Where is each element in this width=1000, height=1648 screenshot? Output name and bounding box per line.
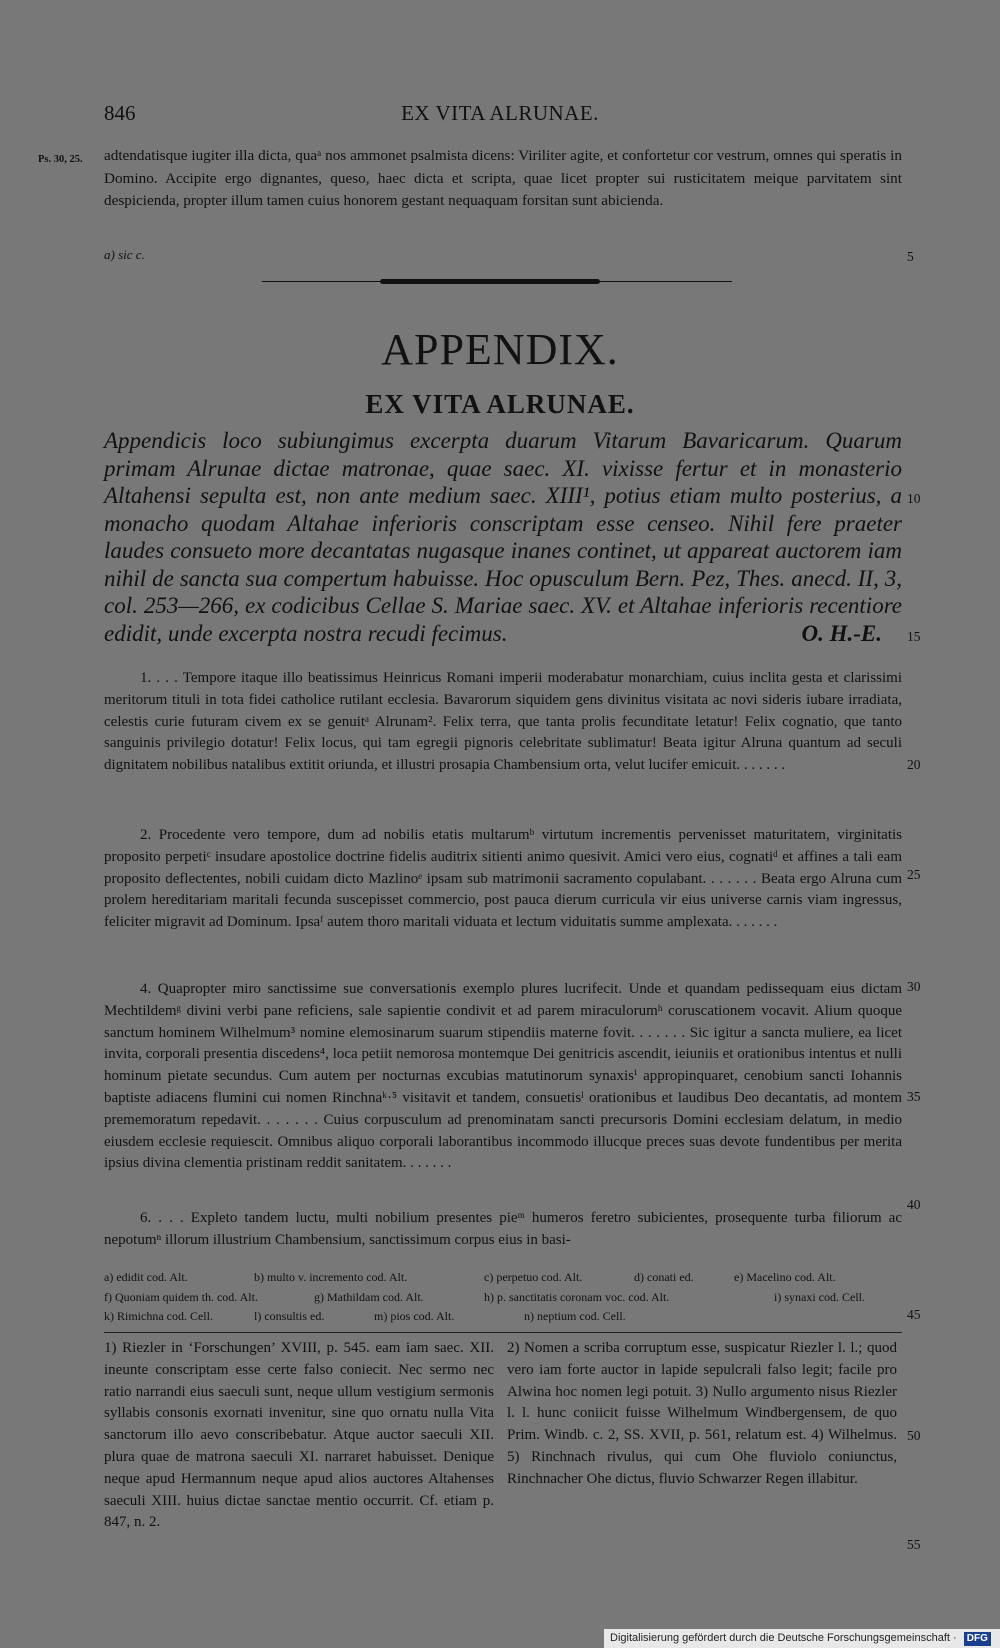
line-number-30: 30: [907, 979, 921, 994]
credit-text: Digitalisierung gefördert durch die Deutsche Forschungsgemeinschaft ·: [610, 1632, 957, 1644]
line-number-10: 10: [907, 491, 921, 506]
appendix-title: APPENDIX.: [381, 325, 619, 374]
paragraph-1: 1. . . . Tempore itaque illo beatissimus Heinricus Romani imperii moderabatur monarchiam, cuius inclita gesta et clarissimi meritorum tituli in tota fidei catholice rutilant ecclesia. Bavarorum siquidem gens divinitus visitata ac novi sideris iubare irradiata, celestis curie futuram civem ex se genuitᵃ Alrunam². Felix terra, que tanta prolis fecunditate letatur! Felix cognatio, que tanto sanguinis privilegio dotatur! Felix locus, qui tam egregii pignoris celebritate sublimatur! Beata igitur Alruna quantum ad seculi dignitatem nobilibus natalibus extitit oriunda, et illustri prosapia Chambensium orta, velut lucifer emicuit. . . . . . .: [104, 670, 902, 774]
critical-note: l) consultis ed.: [254, 1309, 325, 1323]
critical-apparatus: [104, 1268, 904, 1327]
page-number: 846: [104, 101, 136, 125]
line-number-45: 45: [907, 1307, 921, 1322]
appendix-intro: [104, 427, 902, 647]
paragraph-6: 6. . . . Expleto tandem luctu, multi nobilium presentes pieᵐ humeros feretro subicientes, prosequente turba filiorum ac nepotumⁿ illorum illustrium Chambensium, sanctissimum corpus eius in basi-: [104, 1210, 902, 1248]
line-number-15: 15: [907, 629, 921, 644]
critical-notes-row: [104, 1288, 904, 1308]
editor-signature: O. H.-E.: [801, 620, 882, 646]
page-header: [0, 101, 1000, 131]
critical-note: a) edidit cod. Alt.: [104, 1270, 188, 1284]
appendix-subtitle: EX VITA ALRUNAE.: [365, 389, 635, 419]
paragraph-4: 4. Quapropter miro sanctissime sue conversationis exemplo plures lucrifecit. Unde et quandam pedissequam eius dictam Mechtildemᵍ divini verbi pane reficiens, sale sapientie condivit et ad parem miraculorumʰ coruscationem vocavit. Alium quoque sanctum hominem Wilhelmum³ nomine elemosinarum suarum stipendiis materne fovit. . . . . . . Sic igitur a sancta muliere, ea licet invita, corporali presentia discedens⁴, loca petiit nemorosa montemque Dei genitricis ascendit, ieiuniis et orationibus intentus et nulli hominum pietate secundus. Cum autem per nocturnas excubias matutinorum synaxisⁱ appropinquaret, cenobium sancti Iohannis baptiste adiacens flumini cui nomen Rinchnaᵏ·⁵ visitavit et tandem, consuetisˡ orationibus et laudibus Deo decantatis, ad montem prememoratum repedavit. . . . . . . Cuius corpusculum ad prenominatam sancti precursoris Domini ecclesiam delatum, in medio eiusdem ecclesie requiescit. Omnibus aliquo corporali laborantibus incommodo illucque preces suas devote fundentibus per merita ipsius divina clementia pristinam reddit sanitatem. . . . . . .: [104, 981, 902, 1172]
footnotes-left-column: 1) Riezler in ‘Forschungen’ XVIII, p. 545. eam iam saec. XII. ineunte conscriptam esse certe falso coniecit. Nec sermo nec ratio narrandi eius saeculi sunt, neque ullum vestigium sermonis syllabis consonis exornati invenitur, sine quo ornatu nulla Vita sanctorum illo aevo conscribebatur. Atque auctor saeculi XII. plura quae de matrona saeculi XI. narraret habuisset. Denique neque apud Hermannum neque apud alios auctores Altahenses saeculi XIII. huius dictae sanctae mentio occurrit. Cf. etiam p. 847, n. 2.: [104, 1340, 494, 1531]
line-number-5: 5: [907, 249, 914, 264]
critical-notes-row: [104, 1307, 904, 1327]
dfg-logo: DFG: [964, 1632, 991, 1646]
line-number-20: 20: [907, 757, 921, 772]
top-prose: adtendatisque iugiter illa dicta, quaᵃ nos ammonet psalmista dicens: Viriliter agite, et confortetur cor vestrum, omnes qui speratis in Domino. Accipite ergo dignantes, queso, haec dicta et scripta, quae licet propter sui rusticitatem meique parvitatem sint despicienda, propter illum tamen cuius honorem gestant nequaquam forsitan sunt abicienda.: [104, 147, 902, 209]
critical-note: b) multo v. incremento cod. Alt.: [254, 1270, 408, 1284]
critical-note: f) Quoniam quidem th. cod. Alt.: [104, 1289, 258, 1304]
critical-note: m) pios cod. Alt.: [374, 1309, 455, 1323]
running-head: EX VITA ALRUNAE.: [401, 101, 599, 125]
critical-note: i) synaxi cod. Cell.: [774, 1289, 865, 1304]
critical-notes-row: [104, 1268, 904, 1288]
critical-note: c) perpetuo cod. Alt.: [484, 1270, 583, 1284]
top-footnote: a) sic c.: [104, 247, 145, 262]
line-number-40: 40: [907, 1197, 921, 1212]
critical-note: g) Mathildam cod. Alt.: [314, 1289, 424, 1304]
line-number-55: 55: [907, 1537, 921, 1552]
line-number-50: 50: [907, 1428, 921, 1443]
critical-note: k) Rimichna cod. Cell.: [104, 1309, 213, 1323]
critical-note: h) p. sanctitatis coronam voc. cod. Alt.: [484, 1289, 670, 1304]
critical-note: n) neptium cod. Cell.: [524, 1309, 626, 1323]
footnotes-right-column: 2) Nomen a scriba corruptum esse, suspicatur Riezler l. l.; quod vero iam forte auctor in lapide sepulcrali falso legit; facile pro Alwina hoc nomen legi potuit. 3) Nullo argumento nisus Riezler l. l. hunc coniicit fuisse Wilhelmum Windbergensem, de quo Prim. Windb. c. 2, SS. XVII, p. 561, relatum est. 4) Wilhelmus. 5) Rinchnach rivulus, qui cum Ohe fluviolo coniunctus, Rinchnacher Ohe dictus, fluvio Schwarzer Regen illabitur.: [507, 1340, 897, 1487]
critical-note: d) conati ed.: [634, 1270, 694, 1284]
footnote-rule: [104, 1332, 902, 1333]
line-number-35: 35: [907, 1089, 921, 1104]
digitization-credit: [604, 1629, 1000, 1648]
intro-text: Appendicis loco subiungimus excerpta duarum Vitarum Bavaricarum. Quarum primam Alrunae dictae matronae, quae saec. XI. vixisse fertur et in monasterio Altahensi sepulta est, non ante medium saec. XIII¹, potius etiam multo posterius, a monacho quodam Altahae inferioris conscriptam esse censeo. Nihil fere praeter laudes consueto more decantatas nugasque inanes continet, ut appareat auctorem iam nihil de sancta sua compertum habuisse. Hoc opusculum Bern. Pez, Thes. anecd. II, 3, col. 253—266, ex codicibus Cellae S. Mariae saec. XV. et Altahae inferioris recentiore edidit, unde excerpta nostra recudi fecimus.: [104, 428, 902, 646]
section-rule-ornament: [380, 279, 600, 284]
margin-reference: Ps. 30, 25.: [38, 154, 83, 165]
critical-note: e) Macelino cod. Alt.: [734, 1270, 836, 1284]
paragraph-2: 2. Procedente vero tempore, dum ad nobilis etatis multarumᵇ virtutum incrementis pervenisset maturitatem, virginitatis proposito perpetiᶜ insudare apostolice doctrine fidelis auditrix sitienti animo quesivit. Amici vero eius, cognatiᵈ et affines a tali eam proposito deflectentes, nobili cuidam dicto Mazlinoᵉ ipsam sub matrimonii sacramento copulabant. . . . . . . Beata ergo Alruna cum prolem hereditariam maritali fecunda suscepisset commercio, post pauca dierum curricula vir eius universe carnis viam ingressus, feliciter migravit ad Dominum. Ipsaᶠ autem thoro maritali viduata et lectum viduitatis summe amplexata. . . . . . .: [104, 827, 902, 931]
line-number-25: 25: [907, 867, 921, 882]
